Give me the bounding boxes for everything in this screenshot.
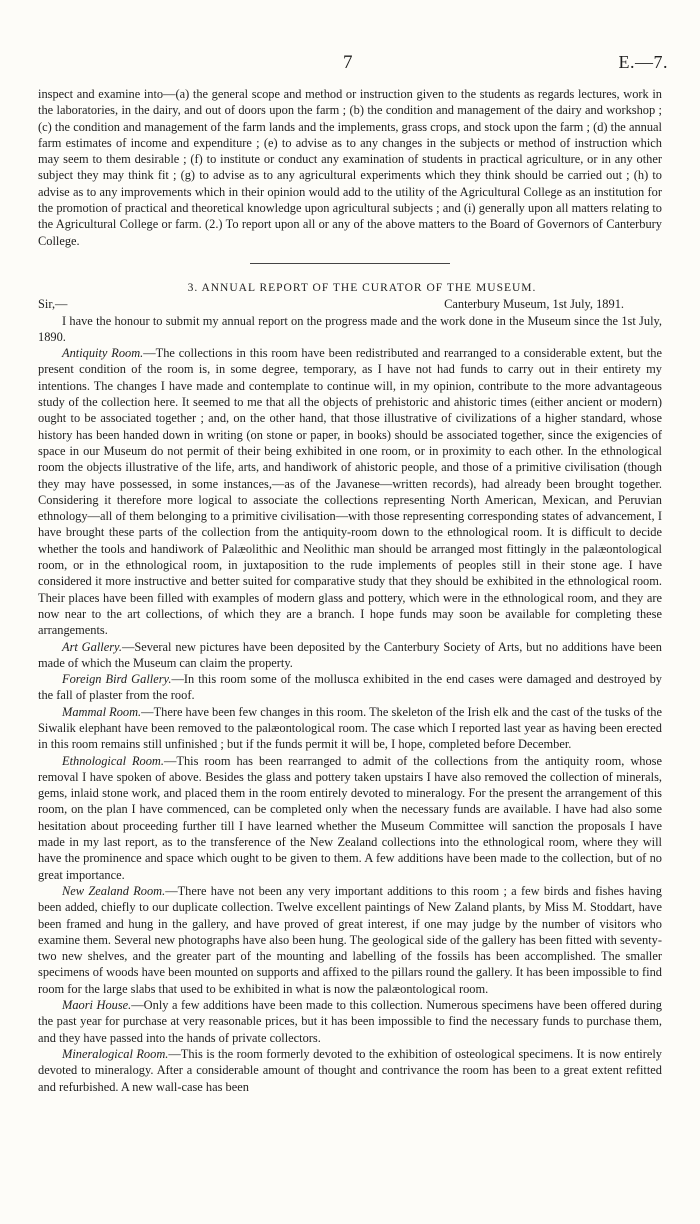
- paragraph-heading: Ethnological Room.: [62, 753, 164, 768]
- paragraph-text: —Several new pictures have been deposited by the Canterbury Society of Arts, but no additions have been made of which the Museum can claim the property.: [38, 639, 662, 670]
- section-divider: [250, 263, 450, 264]
- section-title: 3. ANNUAL REPORT OF THE CURATOR OF THE MUSEUM.: [187, 281, 537, 294]
- paragraph-heading: Art Gallery.: [62, 639, 122, 654]
- paragraph-text: —Only a few additions have been made to this collection. Numerous specimens have been offered during the past year for purchase at very reasonable prices, but it has been impossible to find the necessary funds to purchase them, and they have passed into the hands of private collectors.: [38, 998, 662, 1045]
- document-reference: E.—7.: [618, 52, 668, 72]
- paragraph-art-gallery: [38, 639, 662, 672]
- paragraph-heading: Antiquity Room.: [62, 346, 144, 361]
- salutation: Sir,—: [38, 297, 68, 312]
- paragraph-mammal-room: [38, 704, 662, 753]
- page-number: 7: [343, 52, 353, 73]
- dateline: Canterbury Museum, 1st July, 1891.: [444, 297, 624, 312]
- intro-paragraph: inspect and examine into—(a) the general scope and method or instruction given to the students as regards lectures, work in the laboratories, in the dairy, and out of doors upon the farm ; (b) the condition and management of the dairy and workshop ; (c) the condition and management of the farm lands and the implements, grass crops, and stock upon the farm ; (d) the annual farm estimates of income and expenditure ; (e) to advise as to any changes in the subjects or method of instruction which may seem to them desirable ; (f) to institute or conduct any examination of students in practical agriculture, or in any other subject they may think fit ; (g) to advise as to any agricultural experiments which they think should be carried out ; (h) to advise as to any improvements which in their opinion would add to the utility of the Agricultural College as an institution for the promotion of practical and theoretical knowledge upon agricultural subjects ; and (i) generally upon all matters relating to the Agricultural College or farm. (2.) To report upon all or any of the above matters to the Board of Governors of Canterbury College.: [38, 87, 662, 248]
- paragraph-heading: Mineralogical Room.: [62, 1046, 169, 1061]
- paragraph-text: —The collections in this room have been redistributed and rearranged to a considerable extent, but the present condition of the room is, in some degree, temporary, as I have not had funds to carry out in their entirety my intentions. The changes I have made and contemplate to continue will, in my opinion, contribute to the more advantageous study of the collection here. It seemed to me that all the objects of prehistoric and ahistoric times (either ancient or modern) ought to be associated together ; and, on the other hand, that those illustrative of civilizations of a higher standard, whose history has been handed down in writing (on stone or paper, in books) should be associated together, since the exigencies of space in our Museum do not permit of their being exhibited in one room, or in proximity to each other. In the ethnological room the objects illustrative of the life, arts, and handiwork of ahistoric people, and those of a primitive civilisation (though they may have possessed, in some instances,—as of the Javanese—written records), had already been brought together. Considering it therefore more logical to associate the collections representing North American, Mexican, and Peruvian ethnology—all of them belonging to a primitive civilisation—with those representing corresponding states of advancement, I have brought these parts of the collection from the antiquity-room down to the ethnological room. It is difficult to decide whether the tools and handiwork of Palæolithic and Neolithic man should be arranged most fittingly in the palæontological room, or in the ethnological room, in juxtaposition to the rude implements of peoples still in their stone age. I have considered it more instructive and better suited for comparative study that they should be exhibited in the ethnological room. Their places have been filled with examples of modern glass and pottery, which were in the ethnological room, and they are now near to the art collections, of which they are a branch. I hope funds may soon be available for completing these arrangements.: [38, 346, 663, 638]
- paragraph-text: —There have not been any very important additions to this room ; a few birds and fishes having been added, chiefly to our duplicate collection. Twelve excellent paintings of New Zaland plants, by Miss M. Stoddart, have been framed and hung in the gallery, and have proved of great interest, if one may judge by the number of visitors who examine them. Several new photographs have also been hung. The geological side of the gallery has been fitted with seventy-two new shelves, and the greater part of the mounting and labelling of the fossils has been accomplished. The smaller specimens of woods have been mounted on supports and affixed to the pillars round the gallery. It has been impossible to find room for the large slabs that used to be exhibited in what is now the palæontological room.: [38, 883, 662, 996]
- paragraph-mineralogical-room: [38, 1046, 662, 1095]
- paragraph-text: —There have been few changes in this room. The skeleton of the Irish elk and the cast of the tusks of the Siwalik elephant have been removed to the palæontological room. The case which I reported last year as having been erected in this room remains still unfinished ; but if the funds permit it will be, I hope, completed before December.: [38, 704, 663, 752]
- paragraph-text: —This room has been rearranged to admit of the collections from the antiquity room, whose removal I have spoken of above. Besides the glass and pottery taken upstairs I have also removed the collection of minerals, gems, inlaid stone work, and placed them in the room entirely devoted to mineralogy. For the present the arrangement of this room, on the plan I have commenced, can be completed only when the necessary funds are available. I have had also some hesitation about proceeding further till I have learned whether the Museum Committee will sanction the proposals I have made in my last report, as to the transference of the New Zealand collections into the ethnological room, where they will have the prominence and space which ought to be given to them. A few additions have been made to the collection, but of no great importance.: [38, 753, 662, 882]
- paragraph-heading: Maori House.: [62, 998, 132, 1013]
- paragraph-maori-house: [38, 997, 662, 1046]
- paragraph-new-zealand-room: [38, 883, 662, 997]
- paragraph-antiquity-room: [38, 345, 662, 638]
- paragraph-text: —This is the room formerly devoted to the exhibition of osteological specimens. It is now entirely devoted to mineralogy. After a considerable amount of thought and contrivance the room has been to a great extent refitted and refurbished. A new wall-case has been: [38, 1046, 662, 1094]
- paragraph-ethnological-room: [38, 753, 662, 883]
- paragraph-heading: Mammal Room.: [62, 704, 142, 719]
- paragraph-heading: New Zealand Room.: [62, 883, 166, 898]
- paragraph-heading: Foreign Bird Gallery.: [62, 672, 172, 687]
- opening-paragraph: I have the honour to submit my annual report on the progress made and the work done in the Museum since the 1st July, 1890.: [38, 313, 662, 344]
- document-body: [38, 86, 662, 1095]
- salutation-line: [38, 296, 662, 312]
- paragraph-foreign-bird-gallery: [38, 671, 662, 704]
- paragraph-text: —In this room some of the mollusca exhibited in the end cases were damaged and destroyed by the fall of plaster from the roof.: [38, 672, 662, 703]
